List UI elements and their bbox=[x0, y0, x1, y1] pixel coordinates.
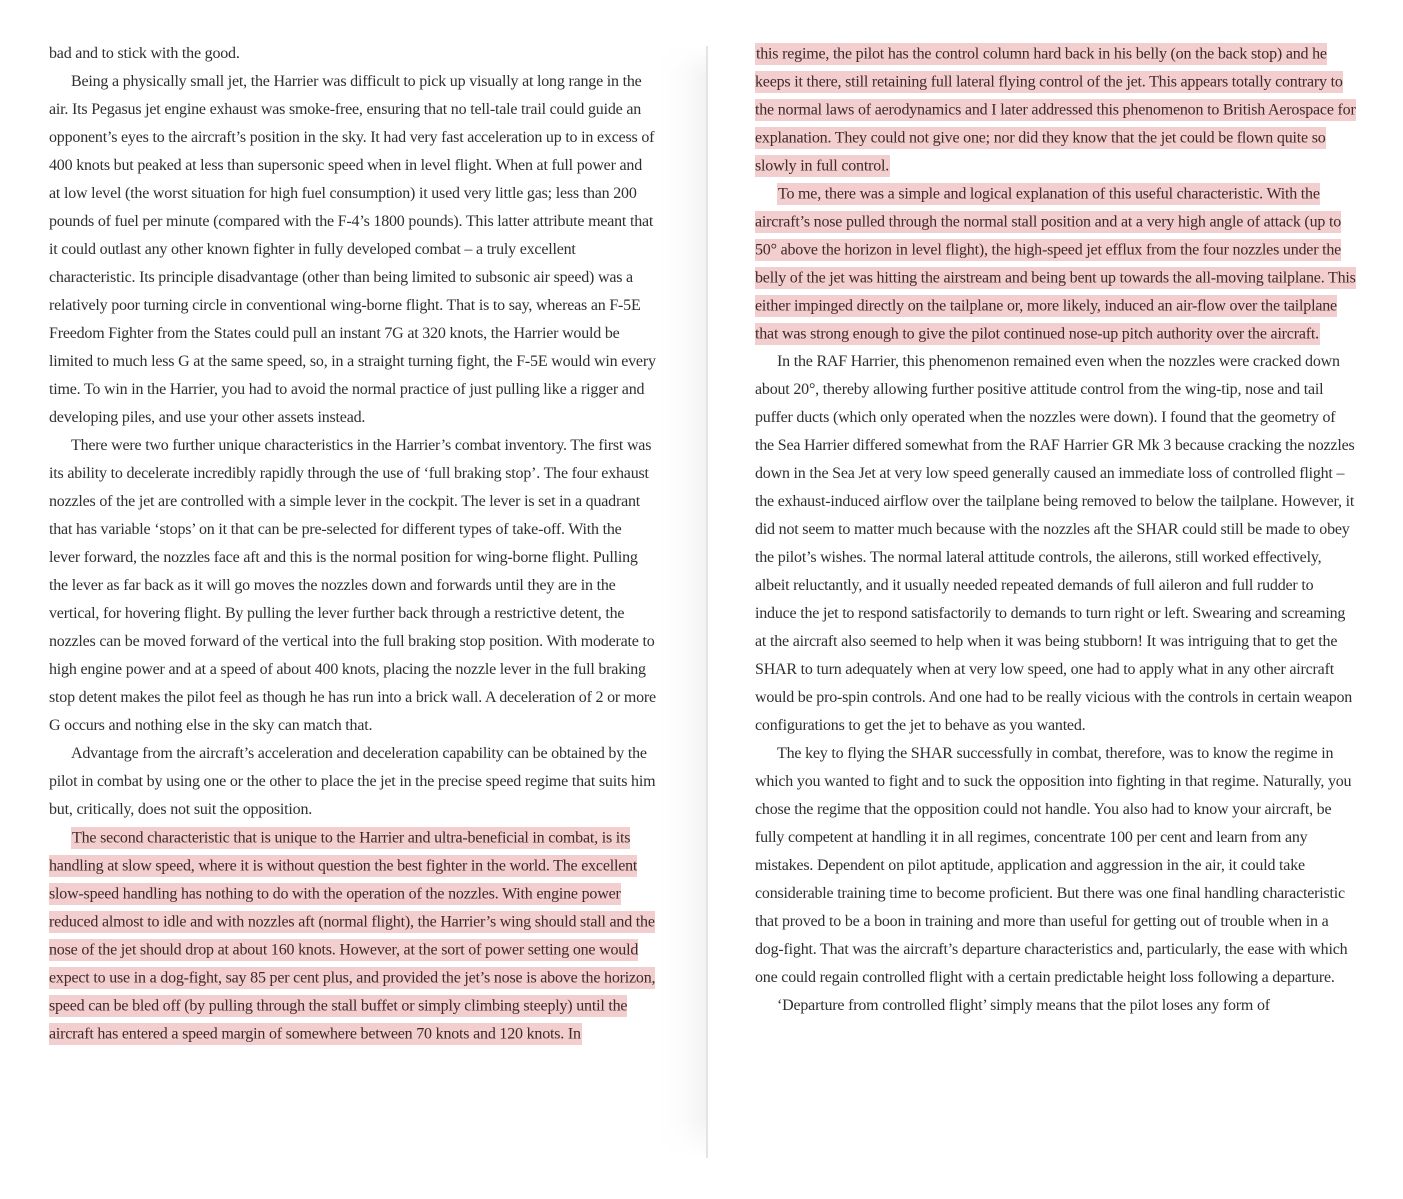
page-left bbox=[49, 0, 656, 1199]
highlighted-passage: this regime, the pilot has the control column hard back in his belly (on the back stop) and he keeps it there, still retaining full lateral flying control of the jet. This appears totally contrary to the normal laws of aerodynamics and I later addressed this phenomenon to British Aerospace for explanation. They could not give one; nor did they know that the jet could be flown quite so slowly in full control. bbox=[755, 43, 1356, 177]
paragraph bbox=[755, 40, 1356, 180]
highlighted-passage: The second characteristic that is unique to the Harrier and ultra-beneficial in combat, is its handling at slow speed, where it is without question the best fighter in the world. The excellent slow-speed handling has nothing to do with the operation of the nozzles. With engine power reduced almost to idle and with nozzles aft (normal flight), the Harrier’s wing should stall and the nose of the jet should drop at about 160 knots. However, at the sort of power setting one would expect to use in a dog-fight, say 85 per cent plus, and provided the jet’s nose is above the horizon, speed can be bled off (by pulling through the stall buffet or simply climbing steeply) until the aircraft has entered a speed margin of somewhere between 70 knots and 120 knots. In bbox=[49, 827, 655, 1045]
right-column-text bbox=[755, 0, 1356, 1020]
paragraph: ‘Departure from controlled flight’ simply means that the pilot loses any form of bbox=[777, 997, 1270, 1014]
paragraph bbox=[755, 180, 1356, 348]
paragraph: bad and to stick with the good. bbox=[49, 45, 240, 62]
paragraph: Advantage from the aircraft’s acceleration and deceleration capability can be obtained by the pilot in combat by using one or the other to place the jet in the precise speed regime that suits him but, critically, does not suit the opposition. bbox=[49, 745, 656, 818]
paragraph: In the RAF Harrier, this phenomenon remained even when the nozzles were cracked down about 20°, thereby allowing further positive attitude control from the wing-tip, nose and tail puffer ducts (which only operated when the nozzles were down). I found that the geometry of the Sea Harrier differed somewhat from the RAF Harrier GR Mk 3 because cracking the nozzles down in the Sea Jet at very low speed generally caused an immediate loss of controlled flight – the exhaust-induced airflow over the tailplane being removed to below the tailplane. However, it did not seem to matter much because with the nozzles aft the SHAR could still be made to obey the pilot’s wishes. The normal lateral attitude controls, the ailerons, still worked effectively, albeit reluctantly, and it usually needed repeated demands of full aileron and full rudder to induce the jet to respond satisfactorily to demands to turn right or left. Swearing and screaming at the aircraft also seemed to help when it was being stubborn! It was intriguing that to get the SHAR to turn adequately when at very low speed, one had to apply what in any other aircraft would be pro-spin controls. And one had to be really vicious with the controls in certain weapon configurations to get the jet to behave as you wanted. bbox=[755, 353, 1355, 734]
paragraph: Being a physically small jet, the Harrier was difficult to pick up visually at long range in the air. Its Pegasus jet engine exhaust was smoke-free, ensuring that no tell-tale trail could guide an opponent’s eyes to the aircraft’s position in the sky. It had very fast acceleration up to in excess of 400 knots but peaked at less than supersonic speed when in level flight. When at full power and at low level (the worst situation for high fuel consumption) it used very little gas; less than 200 pounds of fuel per minute (compared with the F-4’s 1800 pounds). This latter attribute meant that it could outlast any other known fighter in fully developed combat – a truly excellent characteristic. Its principle disadvantage (other than being limited to subsonic air speed) was a relatively poor turning circle in conventional wing-borne flight. That is to say, whereas an F-5E Freedom Fighter from the States could pull an instant 7G at 320 knots, the Harrier would be limited to much less G at the same speed, so, in a straight turning fight, the F-5E would win every time. To win in the Harrier, you had to avoid the normal practice of just pulling like a rigger and developing piles, and use your other assets instead. bbox=[49, 73, 656, 426]
left-column-text bbox=[49, 0, 656, 1048]
page-right bbox=[755, 0, 1356, 1199]
highlighted-passage: To me, there was a simple and logical explanation of this useful characteristic. With the aircraft’s nose pulled through the normal stall position and at a very high angle of attack (up to 50° above the horizon in level flight), the high-speed jet efflux from the four nozzles under the belly of the jet was hitting the airstream and being bent up towards the all-moving tailplane. This either impinged directly on the tailplane or, more likely, induced an air-flow over the tailplane that was strong enough to give the pilot continued nose-up pitch authority over the aircraft. bbox=[755, 183, 1356, 345]
page-fold-shadow bbox=[659, 46, 708, 1158]
paragraph bbox=[49, 824, 656, 1048]
paragraph: There were two further unique characteristics in the Harrier’s combat inventory. The first was its ability to decelerate incredibly rapidly through the use of ‘full braking stop’. The four exhaust nozzles of the jet are controlled with a simple lever in the cockpit. The lever is set in a quadrant that has variable ‘stops’ on it that can be pre-selected for different types of take-off. With the lever forward, the nozzles face aft and this is the normal position for wing-borne flight. Pulling the lever as far back as it will go moves the nozzles down and forwards until they are in the vertical, for hovering flight. By pulling the lever further back through a restrictive detent, the nozzles can be moved forward of the vertical into the full braking stop position. With moderate to high engine power and at a speed of about 400 knots, placing the nozzle lever in the full braking stop detent makes the pilot feel as though he has run into a brick wall. A deceleration of 2 or more G occurs and nothing else in the sky can match that. bbox=[49, 437, 656, 734]
paragraph: The key to flying the SHAR successfully in combat, therefore, was to know the regime in which you wanted to fight and to suck the opposition into fighting in that regime. Naturally, you chose the regime that the opposition could not handle. You also had to know your aircraft, be fully competent at handling it in all regimes, concentrate 100 per cent and learn from any mistakes. Dependent on pilot aptitude, application and aggression in the air, it could take considerable training time to become proficient. But there was one final handling characteristic that proved to be a boon in training and more than useful for getting out of trouble when in a dog-fight. That was the aircraft’s departure characteristics and, particularly, the ease with which one could regain controlled flight with a certain predictable height loss following a departure. bbox=[755, 745, 1352, 986]
